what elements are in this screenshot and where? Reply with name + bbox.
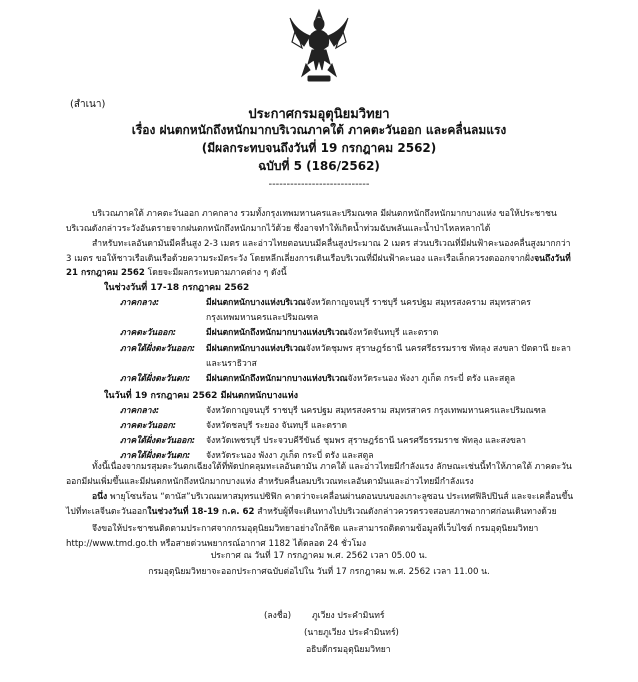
- period-2-heading: ในวันที่ 19 กรกฎาคม 2562 มีฝนตกหนักบางแห่ง: [104, 391, 299, 401]
- region-value: จังหวัดชลบุรี ระยอง จันทบุรี และตราด: [206, 421, 347, 431]
- region-label: ภาคใต้ฝั่งตะวันออก:: [120, 436, 196, 446]
- announcement-effect-date: (มีผลกระทบจนถึงวันที่ 19 กรกฎาคม 2562): [201, 141, 437, 155]
- region-value: จังหวัดเพชรบุรี ประจวบคีรีขันธ์ ชุมพร สุราษฎร์ธานี นครศรีธรรมราช พัทลุง และสงขลา: [206, 436, 526, 446]
- region-value: มีฝนตกหนักบางแห่งบริเวณจังหวัดกาญจนบุรี ราชบุรี นครปฐม สมุทรสงคราม สมุทรสาคร กรุงเทพมหานครและปริมณฑล: [206, 298, 531, 323]
- copy-mark: (สำเนา): [70, 99, 106, 110]
- next-announce: กรมอุตุนิยมวิทยาจะออกประกาศฉบับต่อไปใน วันที่ 17 กรกฎาคม พ.ศ. 2562 เวลา 11.00 น.: [148, 567, 490, 577]
- signed-name: ภูเวียง ประคำมินทร์: [312, 611, 385, 621]
- paragraph-4: อนึ่ง พายุโซนร้อน “ดานัส”บริเวณมหาสมุทรแปซิฟิก คาดว่าจะเคลื่อนผ่านตอนบนของเกาะลูซอน ประเทศฟิลิปปินส์ และจะเคลื่อนขึ้นไปที่ทะเลจีนตะวันออกในช่วงวันที่ 18-19 ก.ค. 62 สำหรับผู้ที่จะเดินทางไปบริเวณดังกล่าวควรตรวจสอบสภาพอากาศก่อนเดินทางด้วย: [66, 492, 574, 517]
- signer-position: อธิบดีกรมอุตุนิยมวิทยา: [306, 645, 391, 655]
- announcement-title: ประกาศกรมอุตุนิยมวิทยา: [248, 107, 390, 122]
- announce-time: ประกาศ ณ วันที่ 17 กรกฎาคม พ.ศ. 2562 เวลา 05.00 น.: [210, 551, 428, 561]
- region-label: ภาคใต้ฝั่งตะวันตก:: [120, 451, 191, 461]
- region-value: จังหวัดกาญจนบุรี ราชบุรี นครปฐม สมุทรสงคราม สมุทรสาคร กรุงเทพมหานครและปริมณฑล: [206, 406, 547, 416]
- region-value: จังหวัดระนอง พังงา ภูเก็ต กระบี่ ตรัง และสตูล: [206, 451, 374, 461]
- announcement-subject: เรื่อง ฝนตกหนักถึงหนักมากบริเวณภาคใต้ ภาคตะวันออก และคลื่นลมแรง: [131, 123, 507, 137]
- announcement-issue-number: ฉบับที่ 5 (186/2562): [258, 159, 380, 173]
- separator-line: ----------------------------: [268, 179, 370, 190]
- signer-full-name: (นายภูเวียง ประคำมินทร์): [304, 628, 399, 638]
- paragraph-2: สำหรับทะเลอันดามันมีคลื่นสูง 2-3 เมตร และอ่าวไทยตอนบนมีคลื่นสูงประมาณ 2 เมตร ส่วนบริเวณที่มีฝนฟ้าคะนองคลื่นสูงมากกว่า 3 เมตร ขอให้ชาวเรือเดินเรือด้วยความระมัดระวัง โดยหลีกเลี่ยงการเดินเรือบริเวณที่มีฝนฟ้าคะนอง และเรือเล็กควรงดออกจากฝั่งจนถึงวันที่ 21 กรกฎาคม 2562 โดยจะมีผลกระทบตามภาคต่าง ๆ ดังนี้: [66, 239, 571, 279]
- region-label: ภาคตะวันออก:: [120, 328, 177, 338]
- signed-label: (ลงชื่อ): [264, 611, 292, 621]
- period-1-heading: ในช่วงวันที่ 17-18 กรกฎาคม 2562: [104, 283, 250, 293]
- region-label: ภาคกลาง:: [120, 406, 160, 416]
- paragraph-5: จึงขอให้ประชาชนติดตามประกาศจากกรมอุตุนิยมวิทยาอย่างใกล้ชิด และสามารถติดตามข้อมูลที่เว็บไซต์ กรมอุตุนิยมวิทยา http://www.tmd.go.th หรือสายด่วนพยากรณ์อากาศ 1182 ได้ตลอด 24 ชั่วโมง: [66, 524, 539, 549]
- region-label: ภาคกลาง:: [120, 298, 160, 308]
- region-value: มีฝนตกหนักถึงหนักมากบางแห่งบริเวณจังหวัดระนอง พังงา ภูเก็ต กระบี่ ตรัง และสตูล: [206, 374, 516, 384]
- paragraph-3: ทั้งนี้เนื่องจากมรสุมตะวันตกเฉียงใต้ที่พัดปกคลุมทะเลอันดามัน ภาคใต้ และอ่าวไทยมีกำลังแรง ลักษณะเช่นนี้ทำให้ภาคใต้ ภาคตะวันออกมีฝนเพิ่มขึ้นและมีฝนตกหนักถึงหนักมากบางแห่ง สำหรับคลื่นลมบริเวณทะเลอันดามันและอ่าวไทยมีกำลังแรง: [66, 462, 572, 487]
- region-label: ภาคใต้ฝั่งตะวันตก:: [120, 374, 191, 384]
- region-value: มีฝนตกหนักบางแห่งบริเวณจังหวัดชุมพร สุราษฎร์ธานี นครศรีธรรมราช พัทลุง สงขลา ปัตตานี ยะลา และนราธิวาส: [206, 344, 571, 369]
- region-label: ภาคใต้ฝั่งตะวันออก:: [120, 344, 196, 354]
- region-value: มีฝนตกหนักถึงหนักมากบางแห่งบริเวณจังหวัดจันทบุรี และตราด: [206, 328, 439, 338]
- paragraph-1: บริเวณภาคใต้ ภาคตะวันออก ภาคกลาง รวมทั้งกรุงเทพมหานครและปริมณฑล มีฝนตกหนักถึงหนักมากบางแห่ง ขอให้ประชาชนบริเวณดังกล่าวระวังอันตรายจากฝนตกหนักถึงหนักมากไว้ด้วย ซึ่งอาจทำให้เกิดน้ำท่วมฉับพลันและน้ำป่าไหลหลากได้: [66, 209, 557, 234]
- garuda-emblem-icon: [288, 8, 350, 84]
- region-label: ภาคตะวันออก:: [120, 421, 177, 431]
